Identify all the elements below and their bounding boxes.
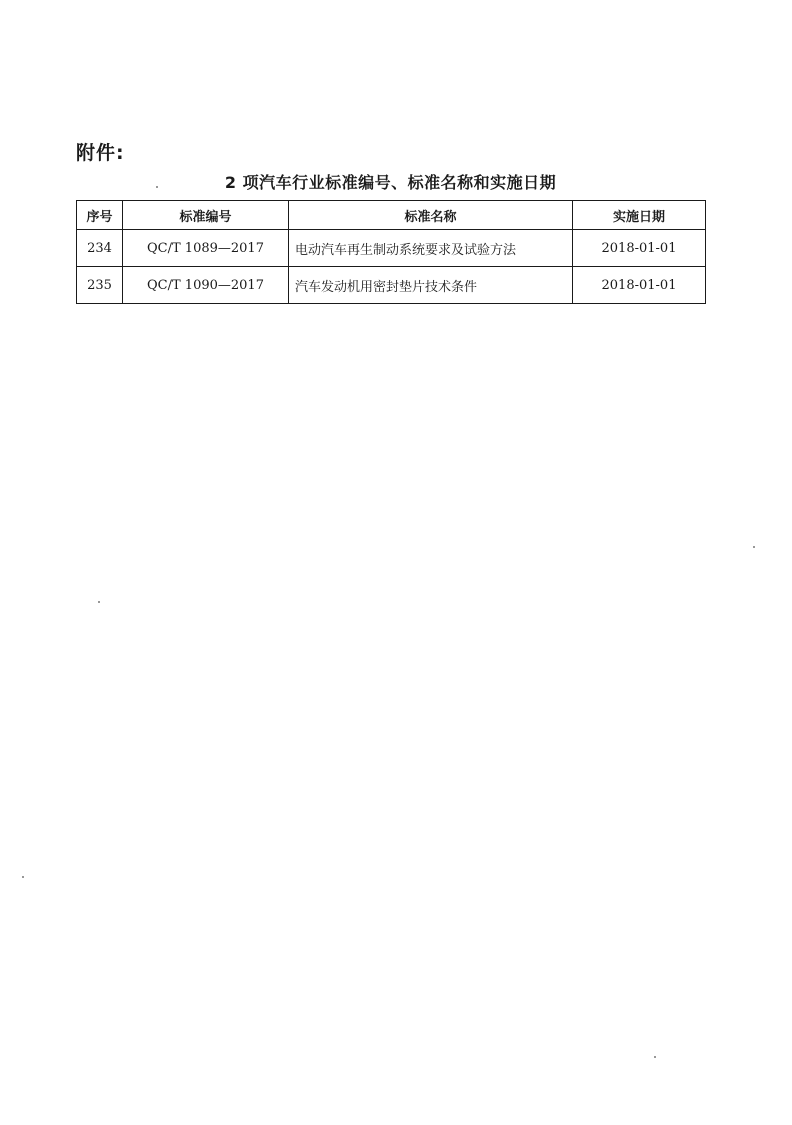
attachment-label: 附件: — [76, 142, 125, 164]
cell-seq: 235 — [77, 267, 123, 304]
cell-code: QC/T 1089—2017 — [123, 230, 289, 267]
cell-name: 电动汽车再生制动系统要求及试验方法 — [289, 230, 573, 267]
header-name: 标准名称 — [289, 201, 573, 230]
scan-speck — [156, 186, 158, 188]
cell-code: QC/T 1090—2017 — [123, 267, 289, 304]
cell-date: 2018-01-01 — [573, 267, 706, 304]
header-seq: 序号 — [77, 201, 123, 230]
scan-speck — [753, 546, 755, 548]
cell-date: 2018-01-01 — [573, 230, 706, 267]
header-code: 标准编号 — [123, 201, 289, 230]
header-date: 实施日期 — [573, 201, 706, 230]
scan-speck — [98, 601, 100, 603]
table-row — [77, 230, 706, 267]
cell-name: 汽车发动机用密封垫片技术条件 — [289, 267, 573, 304]
cell-seq: 234 — [77, 230, 123, 267]
scan-speck — [22, 876, 24, 878]
table-row — [77, 267, 706, 304]
document-title: 2 项汽车行业标准编号、标准名称和实施日期 — [224, 173, 557, 192]
standards-table — [76, 200, 706, 304]
scan-speck — [654, 1056, 656, 1058]
table-header-row — [77, 201, 706, 230]
